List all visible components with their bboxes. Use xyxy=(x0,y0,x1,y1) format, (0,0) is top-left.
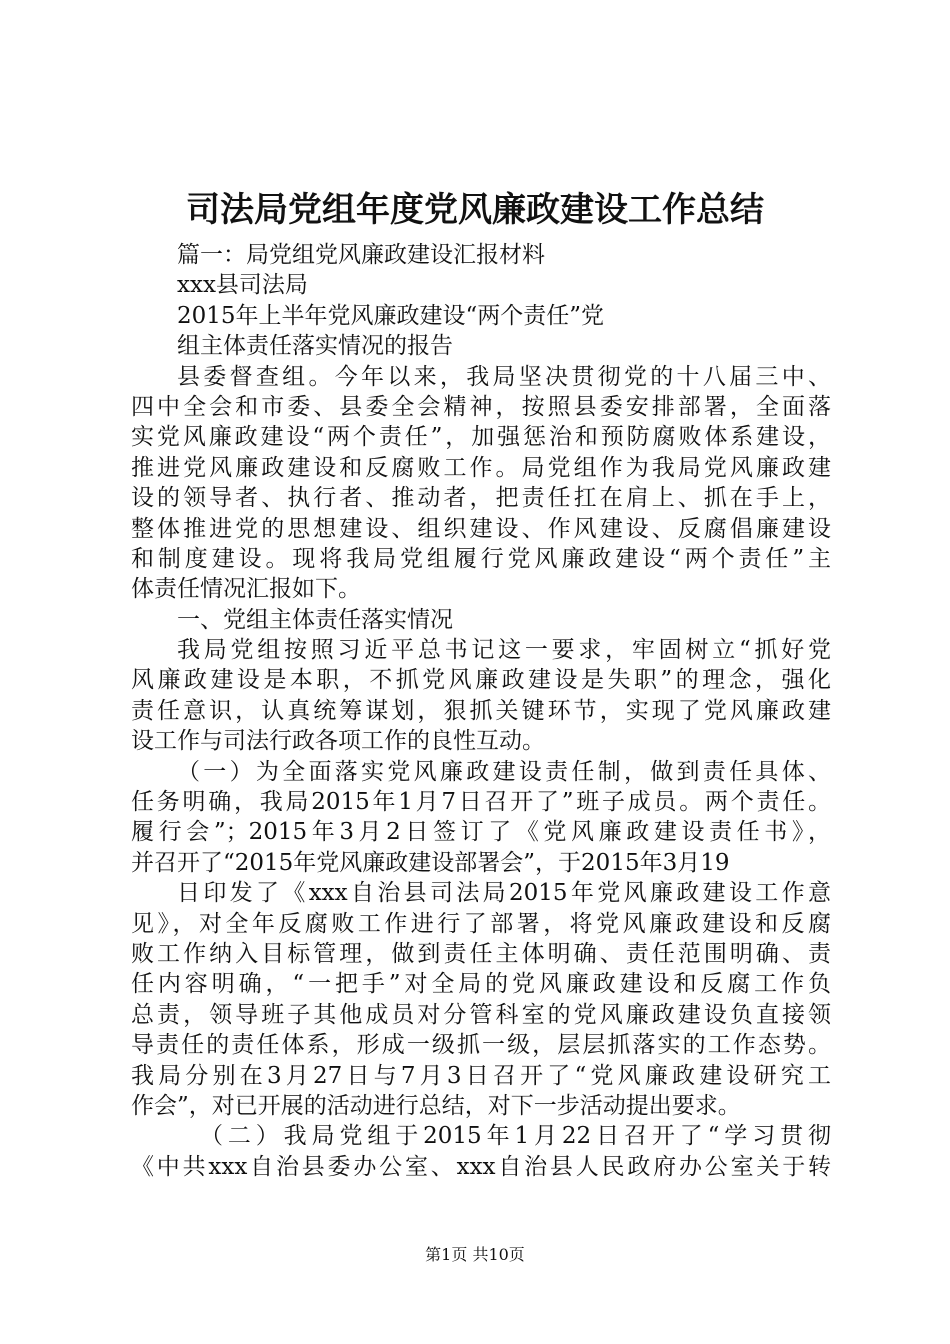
body-line: 见》，对全年反腐败工作进行了部署，将党风廉政建设和反腐 xyxy=(131,910,831,937)
body-line: 推进党风廉政建设和反腐败工作。局党组作为我局党风廉政建 xyxy=(131,454,831,481)
body-line: （二）我局党组于2015年1月22日召开了“学习贯彻 xyxy=(200,1123,831,1150)
body-line: 篇一：局党组党风廉政建设汇报材料 xyxy=(177,242,545,268)
body-line: 2015年上半年党风廉政建设“两个责任”党 xyxy=(177,302,605,329)
body-line: 和制度建设。现将我局党组履行党风廉政建设“两个责任”主 xyxy=(131,545,831,572)
body-line: 任务明确，我局2015年1月7日召开了”班子成员。两个责任。 xyxy=(131,789,831,816)
page-footer: 第1页 共10页 xyxy=(425,1245,525,1264)
body-line: 县委督查组。今年以来，我局坚决贯彻党的十八届三中、 xyxy=(177,363,831,390)
body-line: 组主体责任落实情况的报告 xyxy=(177,333,453,360)
body-line: 责任意识，认真统筹谋划，狠抓关键环节，实现了党风廉政建 xyxy=(131,697,831,724)
body-line: 并召开了“2015年党风廉政建设部署会”，于2015年3月19 xyxy=(131,849,730,876)
document-body xyxy=(131,240,831,1182)
body-line: 整体推进党的思想建设、组织建设、作风建设、反腐倡廉建设 xyxy=(131,515,831,542)
body-line: 败工作纳入目标管理，做到责任主体明确、责任范围明确、责 xyxy=(131,940,831,967)
body-line: 任内容明确，“一把手”对全局的党风廉政建设和反腐工作负 xyxy=(131,971,831,998)
body-line: 我局党组按照习近平总书记这一要求，牢固树立“抓好党 xyxy=(177,637,831,664)
body-line: 一、党组主体责任落实情况 xyxy=(177,606,453,633)
body-line: 日印发了《xxx自治县司法局2015年党风廉政建设工作意 xyxy=(177,880,831,907)
body-line: （一）为全面落实党风廉政建设责任制，做到责任具体、 xyxy=(177,758,831,785)
document-title: 司法局党组年度党风廉政建设工作总结 xyxy=(186,190,764,230)
body-line: 风廉政建设是本职，不抓党风廉政建设是失职”的理念，强化 xyxy=(131,667,831,694)
body-line: 设工作与司法行政各项工作的良性互动。 xyxy=(131,728,545,755)
body-line: 作会”，对已开展的活动进行总结，对下一步活动提出要求。 xyxy=(131,1092,741,1119)
body-line: xxx县司法局 xyxy=(177,272,308,299)
body-line: 《中共xxx自治县委办公室、xxx自治县人民政府办公室关于转 xyxy=(131,1153,831,1180)
body-line: 设的领导者、执行者、推动者，把责任扛在肩上、抓在手上， xyxy=(131,485,831,512)
body-line: 四中全会和市委、县委全会精神，按照县委安排部署，全面落 xyxy=(131,393,831,420)
body-line: 履行会”；2015年3月2日签订了《党风廉政建设责任书》， xyxy=(131,819,831,846)
body-line: 实党风廉政建设“两个责任”，加强惩治和预防腐败体系建设， xyxy=(131,424,831,451)
body-line: 体责任情况汇报如下。 xyxy=(131,576,361,603)
body-line: 总责，领导班子其他成员对分管科室的党风廉政建设负直接领 xyxy=(131,1001,831,1028)
body-line: 导责任的责任体系，形成一级抓一级，层层抓落实的工作态势。 xyxy=(131,1032,831,1059)
body-line: 我局分别在3月27日与7月3日召开了“党风廉政建设研究工 xyxy=(131,1062,831,1089)
